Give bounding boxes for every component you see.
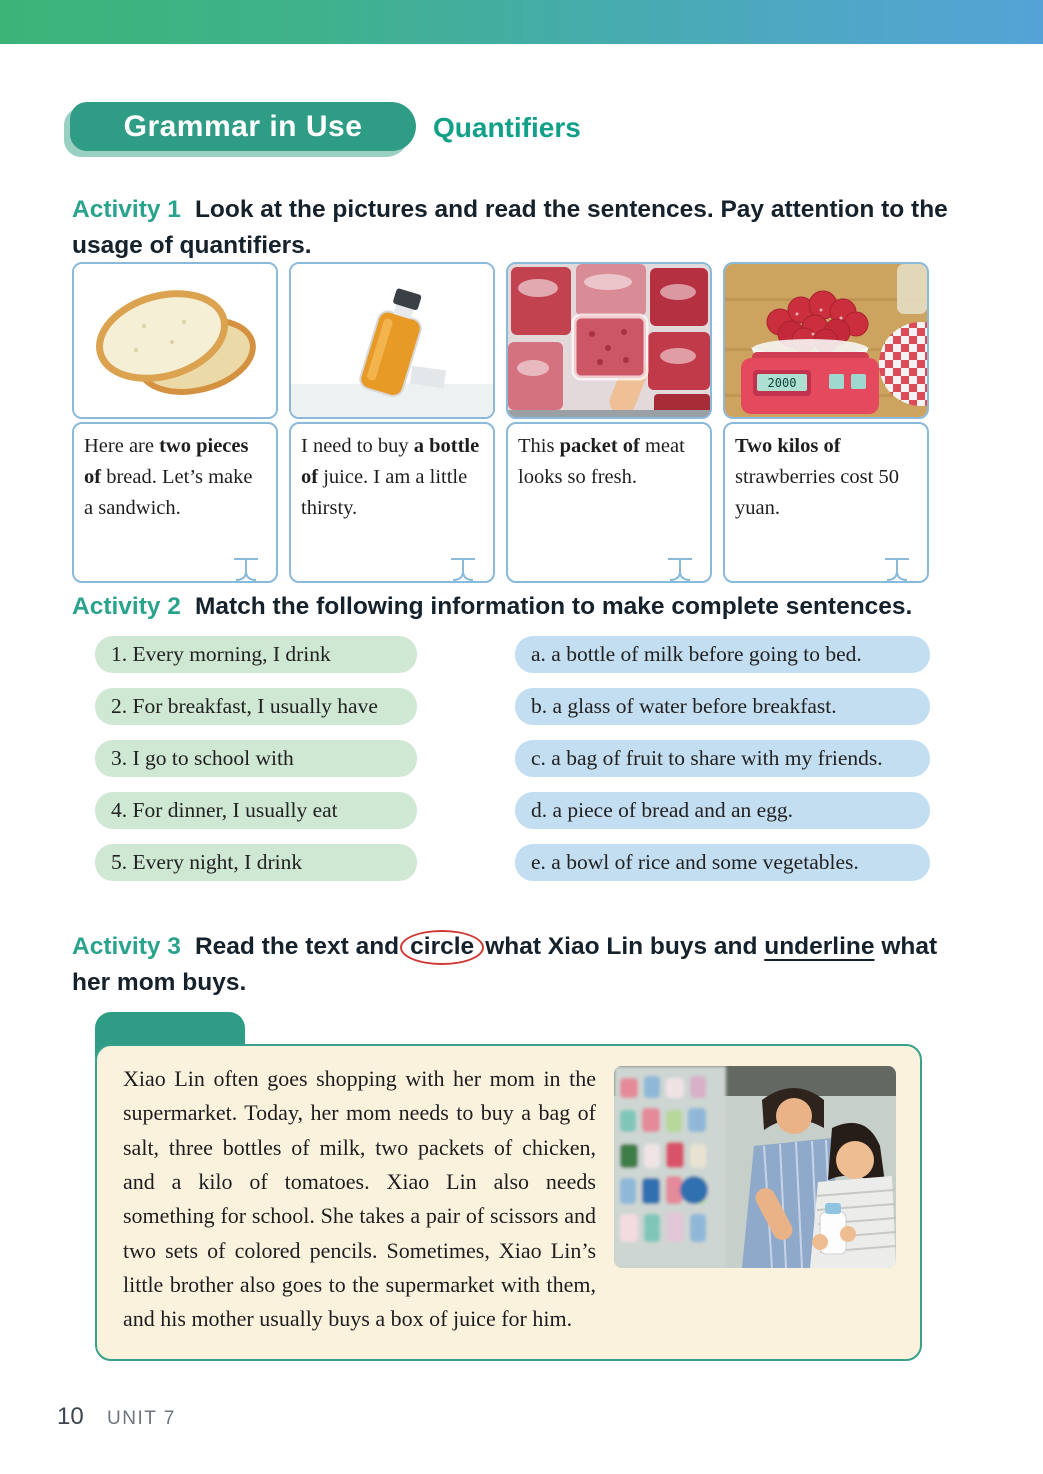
caption-text: Two kilos of strawberries cost 50 yuan.: [735, 435, 899, 519]
matching-exercise: [95, 636, 930, 881]
bread-illustration: [74, 264, 276, 417]
topic-title: Quantifiers: [433, 112, 581, 143]
activity1-label: Activity 1: [72, 196, 181, 223]
match-left-item-1[interactable]: 1. Every morning, I drink: [95, 636, 417, 673]
juice-bottle-illustration: [291, 264, 493, 417]
reading-passage: Xiao Lin often goes shopping with her mom in the supermarket. Today, her mom needs to buy a bag of salt, three bottles of milk, two packets of chicken, and a kilo of tomatoes. Xiao Lin also needs something for school. She takes a pair of scissors and two sets of colored pencils. Sometimes, Xiao Lin’s little brother also goes to the supermarket with them, and his mother usually buys a box of juice for him.: [123, 1066, 596, 1332]
picture-card-strawberries: [723, 262, 929, 583]
match-left-item-4[interactable]: 4. For dinner, I usually eat: [95, 792, 417, 829]
corner-bracket-icon: [881, 553, 915, 583]
match-right-item-d[interactable]: d. a piece of bread and an egg.: [515, 792, 930, 829]
caption-text: Here are two pieces of bread. Let’s make a sandwich.: [84, 435, 253, 519]
activity3-heading: [72, 929, 948, 1001]
corner-bracket-icon: [664, 553, 698, 583]
match-right-item-c[interactable]: c. a bag of fruit to share with my friends.: [515, 740, 930, 777]
match-left-item-5[interactable]: 5. Every night, I drink: [95, 844, 417, 881]
card-caption: [72, 422, 278, 583]
corner-bracket-icon: [447, 553, 481, 583]
activity3-instruction: Read the text and circle what Xiao Lin buys and underline what her mom buys.: [72, 933, 937, 996]
corner-bracket-icon: [230, 553, 264, 583]
supermarket-photo: [614, 1066, 896, 1268]
activity1-heading: [72, 192, 948, 263]
activity2-heading: [72, 589, 948, 625]
picture-card-juice: [289, 262, 495, 583]
activity1-cards: [72, 262, 932, 583]
meat-packets-illustration: [508, 264, 710, 417]
meat-photo: [506, 262, 712, 419]
picture-card-meat: [506, 262, 712, 583]
caption-text: I need to buy a bottle of juice. I am a little thirsty.: [301, 435, 480, 519]
card-caption: [289, 422, 495, 583]
unit-label: UNIT 7: [107, 1408, 176, 1429]
match-left-item-3[interactable]: 3. I go to school with: [95, 740, 417, 777]
match-right-item-a[interactable]: a. a bottle of milk before going to bed.: [515, 636, 930, 673]
grammar-badge-label: Grammar in Use: [123, 109, 363, 143]
picture-card-bread: [72, 262, 278, 583]
scale-display-value: 2000: [767, 376, 797, 390]
activity2-label: Activity 2: [72, 593, 181, 620]
grammar-in-use-badge: [70, 102, 416, 151]
card-caption: [723, 422, 929, 583]
strawberries-scale-illustration: [725, 264, 927, 417]
reading-box: [95, 1044, 922, 1361]
supermarket-illustration: [614, 1066, 896, 1268]
activity2-instruction: Match the following information to make complete sentences.: [194, 593, 913, 620]
page-number: 10: [57, 1403, 84, 1430]
activity1-instruction: Look at the pictures and read the sentences. Pay attention to the usage of quantifiers.: [72, 196, 948, 259]
match-left-item-2[interactable]: 2. For breakfast, I usually have: [95, 688, 417, 725]
caption-text: This packet of meat looks so fresh.: [518, 435, 685, 488]
card-caption: [506, 422, 712, 583]
top-gradient-bar: [0, 0, 1043, 44]
bread-photo: [72, 262, 278, 419]
activity3-label: Activity 3: [72, 933, 181, 960]
juice-photo: [289, 262, 495, 419]
strawberries-photo: [723, 262, 929, 419]
match-right-item-e[interactable]: e. a bowl of rice and some vegetables.: [515, 844, 930, 881]
match-right-item-b[interactable]: b. a glass of water before breakfast.: [515, 688, 930, 725]
